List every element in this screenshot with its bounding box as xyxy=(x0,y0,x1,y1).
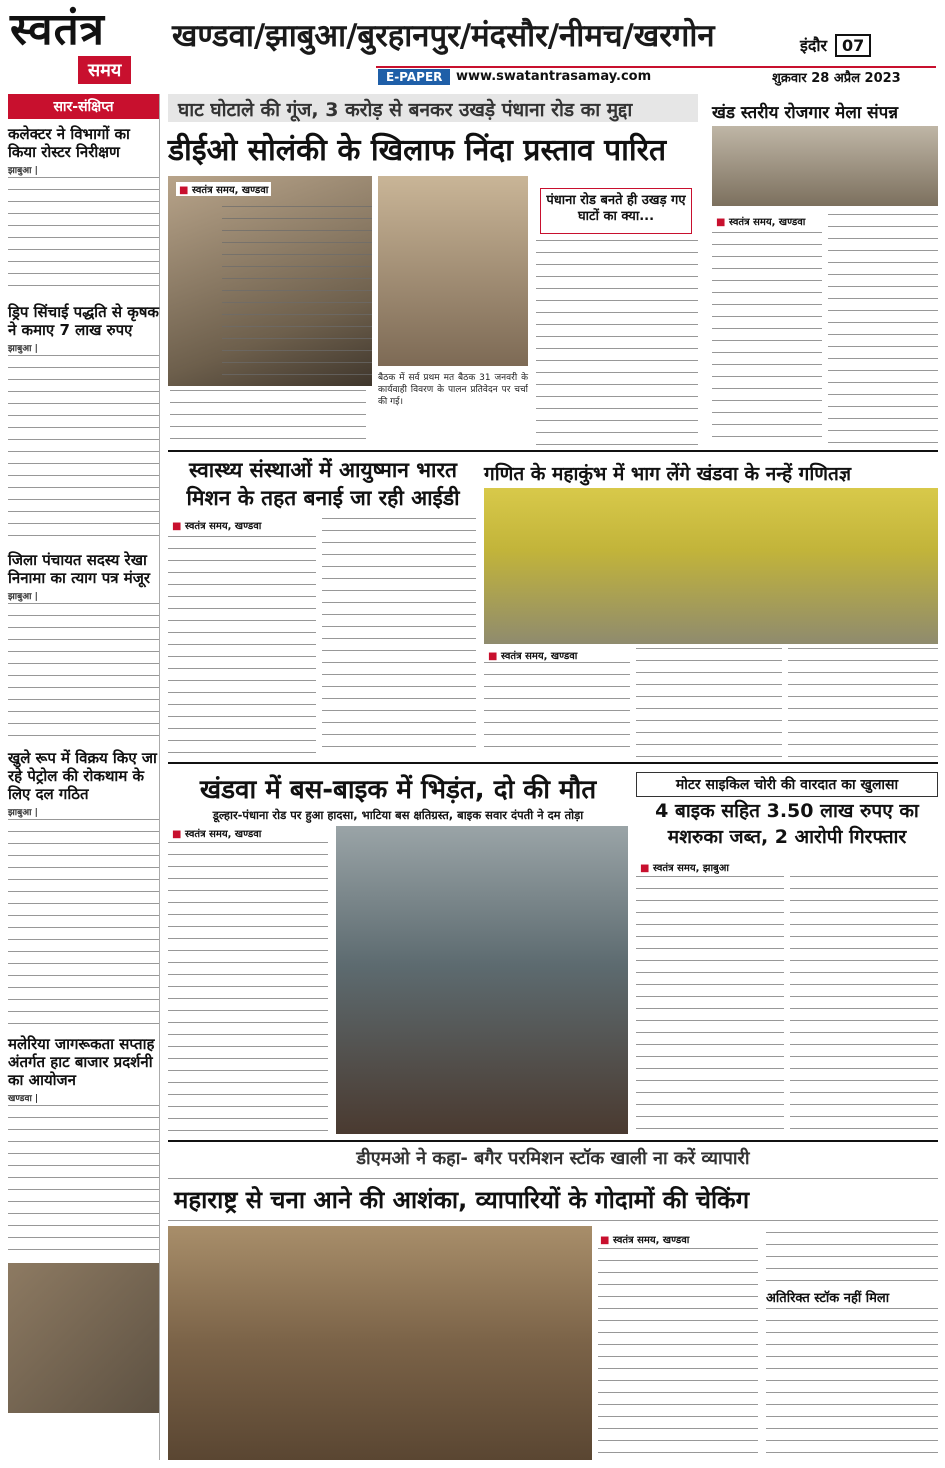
story4-photo xyxy=(484,488,938,644)
story2-headline: खंड स्तरीय रोजगार मेला संपन्न xyxy=(712,103,899,123)
masthead-logo xyxy=(10,6,160,86)
brief-item xyxy=(8,551,159,743)
brief-body xyxy=(8,807,159,1029)
brief-item xyxy=(8,749,159,1029)
story3-headline xyxy=(168,456,478,512)
story6-kicker: मोटर साइकिल चोरी की वारदात का खुलासा xyxy=(636,772,938,797)
brief-dateline: झाबुआ | xyxy=(8,592,38,602)
story7-byline: ■ स्वतंत्र समय, खण्डवा xyxy=(600,1232,689,1246)
brief-headline: जिला पंचायत सदस्य रेखा निनामा का त्याग पत्र मंजूर xyxy=(8,551,150,587)
story3-headline-line1: स्वास्थ्य संस्थाओं में आयुष्मान भारत xyxy=(188,458,458,482)
website-link[interactable]: www.swatantrasamay.com xyxy=(456,69,652,84)
section-divider-1 xyxy=(168,450,938,452)
brief-text-lines xyxy=(8,177,159,297)
story3-byline: ■ स्वतंत्र समय, खण्डवा xyxy=(172,518,261,532)
brief-dateline: खण्डवा | xyxy=(8,1094,39,1104)
page-number: 07 xyxy=(835,34,871,57)
story1-caption xyxy=(378,372,528,446)
sidebar-briefs xyxy=(8,94,160,1460)
city-name: इंदौर xyxy=(800,36,828,55)
story3-column-1 xyxy=(168,536,316,758)
story7-subsection-heading: अतिरिक्त स्टॉक नहीं मिला xyxy=(766,1291,890,1306)
story1-callout: पंधाना रोड बनते ही उखड़ गए घाटों का क्या... xyxy=(540,188,692,234)
story5-headline: खंडवा में बस-बाइक में भिड़ंत, दो की मौत xyxy=(199,775,597,805)
story4-column-3 xyxy=(788,648,938,758)
story7-headline: महाराष्ट्र से चना आने की आशंका, व्यापारियों के गोदामों की चेकिंग xyxy=(168,1178,938,1221)
brief-body xyxy=(8,165,159,297)
story1-column-1 xyxy=(222,206,372,382)
brief-body xyxy=(8,343,159,545)
story1-meeting-photo xyxy=(378,176,528,366)
story1-byline-visible: ■ स्वतंत्र समय, खण्डवा xyxy=(176,182,271,196)
story2-column-2 xyxy=(828,214,938,446)
story1-column-2 xyxy=(170,390,366,446)
brief-headline: खुले रूप में विक्रय किए जा रहे पेट्रोल की रोकथाम के लिए दल गठित xyxy=(8,749,157,803)
story7-column-2a xyxy=(766,1232,938,1284)
brief-text-lines xyxy=(8,1105,159,1255)
story4-byline: ■ स्वतंत्र समय, खण्डवा xyxy=(488,648,577,662)
story2-byline: ■ स्वतंत्र समय, खण्डवा xyxy=(716,214,805,228)
story6-byline: ■ स्वतंत्र समय, झाबुआ xyxy=(640,860,729,874)
story6-column-1 xyxy=(636,876,784,1134)
brief-headline: कलेक्टर ने विभागों का किया रोस्टर निरीक्षण xyxy=(8,125,130,161)
edition-city xyxy=(800,34,871,57)
brief-body xyxy=(8,591,159,743)
story4-headline: गणित के महाकुंभ में भाग लेंगे खंडवा के नन्हें गणितज्ञ xyxy=(484,463,852,485)
brief-text-lines xyxy=(8,603,159,743)
brief-dateline: झाबुआ | xyxy=(8,166,38,176)
brief-text-lines xyxy=(8,355,159,545)
issue-date: शुक्रवार 28 अप्रैल 2023 xyxy=(772,71,901,86)
story2-photo xyxy=(712,126,938,206)
brief-dateline: झाबुआ | xyxy=(8,344,38,354)
story1-headline: डीईओ सोलंकी के खिलाफ निंदा प्रस्ताव पारित xyxy=(168,133,667,168)
story2-column-1 xyxy=(712,232,822,446)
story7-column-1 xyxy=(598,1248,758,1460)
story5-photo xyxy=(336,826,628,1134)
story3-headline-line2: मिशन के तहत बनाई जा रही आईडी xyxy=(186,486,460,510)
story4-column-2 xyxy=(636,648,782,758)
edition-cities: खण्डवा/झाबुआ/बुरहानपुर/मंदसौर/नीमच/खरगोन xyxy=(172,18,715,54)
story6-headline-line2: मशरुका जब्त, 2 आरोपी गिरफ्तार xyxy=(667,826,907,848)
story7-column-2b xyxy=(766,1308,938,1460)
story7-kicker: डीएमओ ने कहा- बगैर परमिशन स्टॉक खाली ना करें व्यापारी xyxy=(356,1148,750,1169)
story1-kicker: घाट घोटाले की गूंज, 3 करोड़ से बनकर उखड़े पंधाना रोड का मुद्दा xyxy=(168,94,698,122)
story1-caption-text: बैठक में सर्व प्रथम मत बैठक 31 जनवरी के कार्यवाही विवरण के पालन प्रतिवेदन पर चर्चा की गई। xyxy=(378,373,528,407)
brief-headline: मलेरिया जागरूकता सप्ताह अंतर्गत हाट बाजार प्रदर्शनी का आयोजन xyxy=(8,1035,155,1089)
brief-headline: ड्रिप सिंचाई पद्धति से कृषक ने कमाए 7 लाख रुपए xyxy=(8,303,159,339)
story6-headline xyxy=(636,798,938,850)
story5-column-1 xyxy=(168,842,328,1134)
epaper-badge: E-PAPER xyxy=(378,69,450,85)
brief-item xyxy=(8,303,159,545)
story4-column-1 xyxy=(484,662,630,758)
sidebar-title: सार-संक्षिप्त xyxy=(8,94,159,119)
story5-byline: ■ स्वतंत्र समय, खण्डवा xyxy=(172,826,261,840)
section-divider-3 xyxy=(168,1140,938,1142)
story6-headline-line1: 4 बाइक सहित 3.50 लाख रुपए का xyxy=(655,800,919,822)
logo-bottom-text: समय xyxy=(78,56,131,84)
story5-subhead: डूल्हार-पंधाना रोड पर हुआ हादसा, भाटिया बस क्षतिग्रस्त, बाइक सवार दंपती ने दम तोड़ा xyxy=(212,808,584,822)
brief-dateline: झाबुआ | xyxy=(8,808,38,818)
brief-body xyxy=(8,1093,159,1255)
brief-item xyxy=(8,125,159,297)
logo-top-text: स्वतंत्र xyxy=(10,4,105,55)
story1-column-3 xyxy=(536,240,698,446)
story6-column-2 xyxy=(790,876,938,1134)
story7-photo xyxy=(168,1226,592,1460)
story3-column-2 xyxy=(322,518,476,758)
section-divider-2 xyxy=(168,762,938,764)
brief-text-lines xyxy=(8,819,159,1029)
brief-item xyxy=(8,1035,159,1255)
brief-photo xyxy=(8,1263,159,1413)
